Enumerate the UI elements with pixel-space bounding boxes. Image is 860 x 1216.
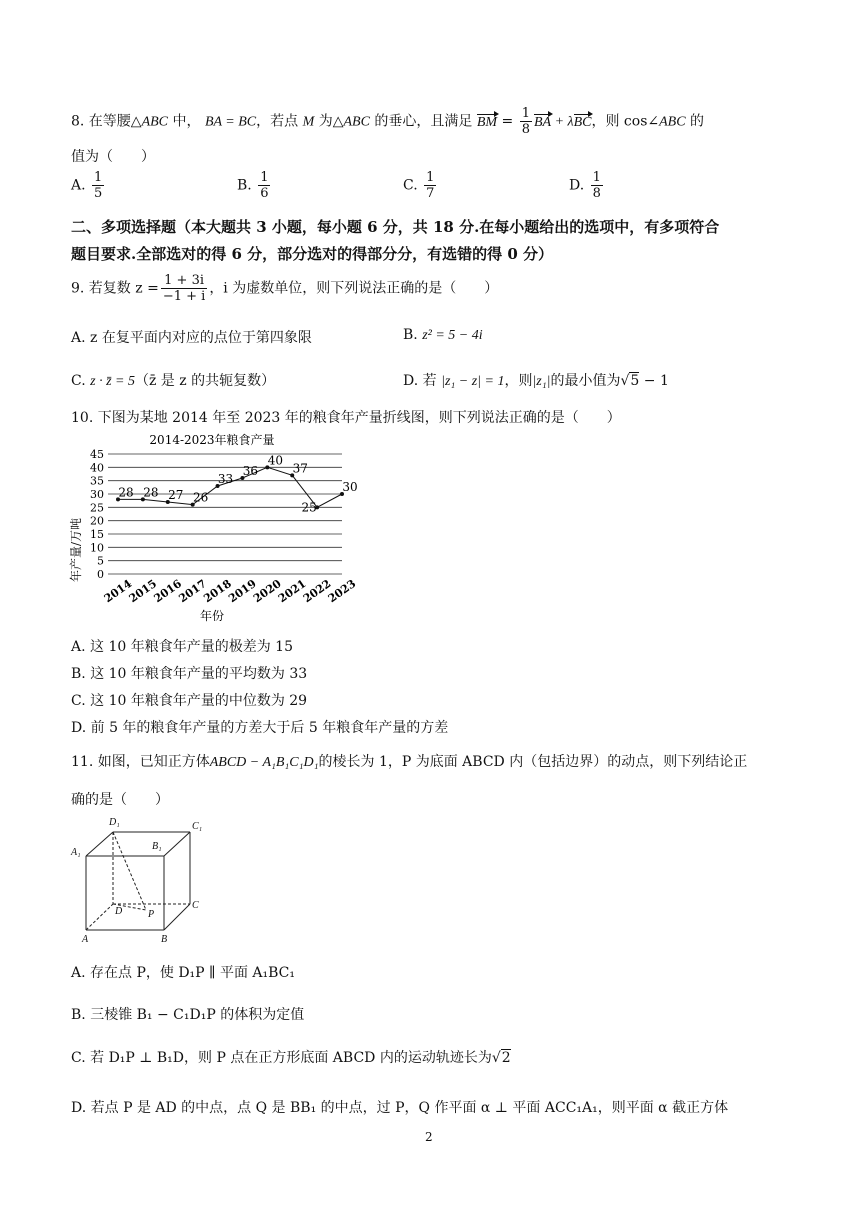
label-a: A [82,934,89,945]
q10-stem: 10. 下图为某地 2014 年至 2023 年的粮食年产量折线图，则下列说法正确的是（ ） [71,410,621,426]
x-tick-label: 2016 [151,577,185,606]
data-label: 26 [193,490,209,505]
q11-option-b: B. 三棱锥 B₁ − C₁D₁P 的体积为定值 [71,1007,305,1023]
x-tick-label: 2015 [126,577,160,606]
data-label: 28 [118,485,134,500]
chart-x-label: 年份 [199,609,225,623]
q9-option-c: C. z · z̄ = 5（z̄ 是 z 的共轭复数） [71,373,276,389]
cube-figure [68,812,218,947]
label-d1: D₁ [109,817,120,828]
label-b: B [161,934,168,945]
x-tick-label: 2017 [176,577,209,606]
q8-stem-line1: 8. 在等腰△ABC 中， BA = BC，若点 M 为△ABC 的垂心，且满足 BM = $\frac{1}{8}$ BA + λBC，则 cos∠ABC 的 [71,106,705,137]
data-label: 25 [301,500,317,515]
y-tick-label: 35 [90,474,104,488]
q10-option-c: C. 这 10 年粮食年产量的中位数为 29 [71,693,308,709]
label-a1: A₁ [71,847,81,858]
data-label: 33 [217,472,234,486]
chart-y-ticks [90,448,104,581]
label-p: P [148,909,155,920]
q8-option-a: A. $\frac{1}{5}$ [71,170,103,201]
label-b1: B₁ [152,841,162,852]
q8-option-c: C. $\frac{1}{7}$ [403,170,435,201]
chart-x-ticks [102,577,359,605]
q8-stem-line2: 值为（ ） [71,149,155,165]
x-tick-label: 2020 [251,577,284,606]
y-tick-label: 25 [90,501,104,515]
x-tick-label: 2023 [325,577,359,606]
section-heading-line1: 二、多项选择题（本大题共 3 小题，每小题 6 分，共 18 分.在每小题给出的选项中，有多项符合 [71,218,720,236]
y-tick-label: 45 [90,448,104,461]
y-tick-label: 10 [90,541,104,555]
q10-option-d: D. 前 5 年的粮食年产量的方差大于后 5 年粮食年产量的方差 [71,720,449,736]
x-tick-label: 2014 [101,577,135,606]
data-label: 40 [267,453,283,468]
x-tick-label: 2018 [201,577,234,606]
label-c1: C₁ [192,821,203,832]
q9-stem: 9. 若复数 z = $\frac{1 + 3i}{-1 + i}$ ，i 为虚数单位，则下列说法正确的是（ ） [71,273,499,304]
q10-option-b: B. 这 10 年粮食年产量的平均数为 33 [71,666,308,682]
x-tick-label: 2021 [275,577,309,606]
y-tick-label: 40 [90,461,104,475]
grain-production-chart [60,430,360,630]
x-tick-label: 2022 [300,577,334,606]
y-tick-label: 0 [97,568,104,581]
y-tick-label: 5 [97,554,104,568]
q11-stem-line2: 确的是（ ） [71,792,169,808]
q11-option-a: A. 存在点 P，使 D₁P ∥ 平面 A₁BC₁ [71,965,295,981]
q9-option-d: D. 若 |z₁ − z| = 1，则|z₁|的最小值为√5 − 1 [403,373,669,389]
chart-title: 2014-2023年粮食产量 [149,433,275,447]
chart-y-label: 年产量/万吨 [69,517,83,583]
q9-option-a: A. z 在复平面内对应的点位于第四象限 [71,330,312,346]
page-number: 2 [425,1130,433,1144]
data-label: 36 [242,464,259,478]
q8-option-d: D. $\frac{1}{8}$ [569,170,601,201]
label-c: C [192,900,199,911]
y-tick-label: 15 [90,528,104,541]
q11-option-d: D. 若点 P 是 AD 的中点，点 Q 是 BB₁ 的中点，过 P，Q 作平面 α ⊥ 平面 ACC₁A₁，则平面 α 截正方体 [71,1100,729,1116]
data-label: 28 [143,485,159,500]
y-tick-label: 30 [90,488,104,501]
y-tick-label: 20 [90,514,104,528]
label-d: D [115,906,123,917]
data-label: 27 [168,488,184,502]
section-heading-line2: 题目要求.全部选对的得 6 分，部分选对的得部分分，有选错的得 0 分） [71,245,553,263]
q11-option-c: C. 若 D₁P ⊥ B₁D，则 P 点在正方形底面 ABCD 内的运动轨迹长为√2 [71,1050,511,1066]
q8-option-b: B. $\frac{1}{6}$ [237,170,269,201]
q11-stem-line1: 11. 如图，已知正方体ABCD − A₁B₁C₁D₁的棱长为 1，P 为底面 ABCD 内（包括边界）的动点，则下列结论正 [71,754,748,770]
x-tick-label: 2019 [226,577,259,606]
q9-option-b: B. z² = 5 − 4i [403,327,483,343]
q10-option-a: A. 这 10 年粮食年产量的极差为 15 [71,639,293,655]
data-label: 37 [292,461,308,476]
data-label: 30 [342,480,358,494]
